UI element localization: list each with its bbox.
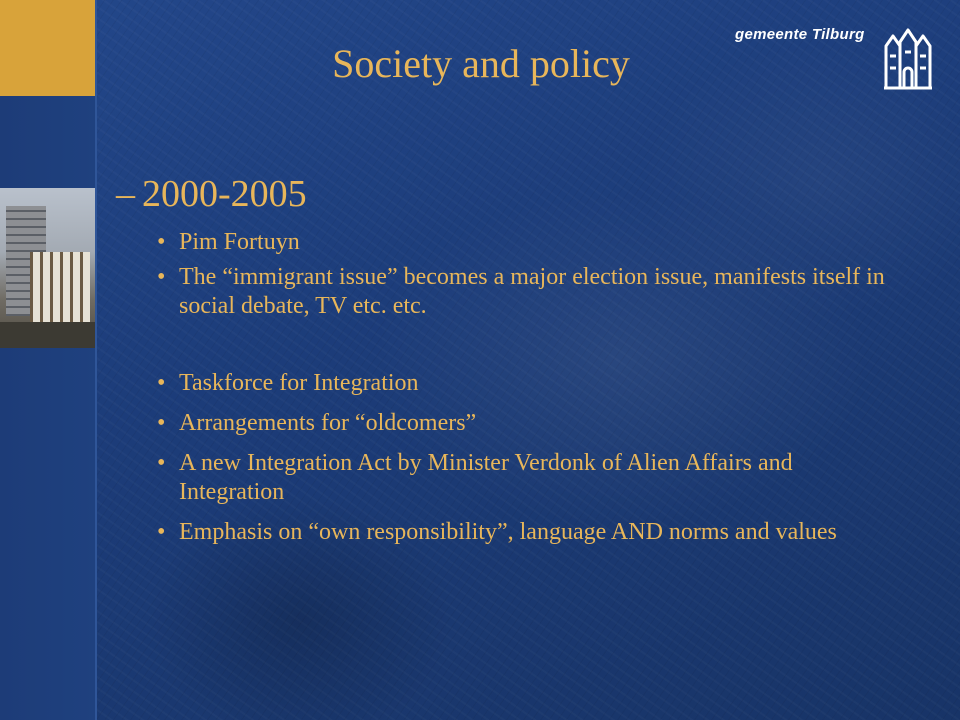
bullet-dot: • <box>157 519 166 545</box>
heading-dash: – <box>116 173 135 215</box>
period-heading <box>116 172 307 216</box>
heading-text: 2000-2005 <box>142 173 307 215</box>
bullet-item <box>157 518 897 547</box>
bullet-item <box>157 449 897 507</box>
left-sidebar-strip <box>0 0 97 720</box>
bullet-list <box>157 228 897 547</box>
building-photo <box>0 188 95 348</box>
bullet-item <box>157 228 897 257</box>
bullet-text: A new Integration Act by Minister Verdonk of Alien Affairs and Integration <box>179 450 793 505</box>
bullet-dot: • <box>157 450 166 476</box>
gold-accent-block <box>0 0 95 96</box>
photo-facade <box>30 252 90 322</box>
castle-crest-icon <box>880 24 936 92</box>
slide-title: Society and policy <box>332 41 630 86</box>
bullet-text: The “immigrant issue” becomes a major election issue, manifests itself in social debate, TV etc. etc. <box>179 264 885 319</box>
bullet-text: Arrangements for “oldcomers” <box>179 410 477 436</box>
photo-ground <box>0 322 95 348</box>
bullet-item <box>157 369 897 398</box>
bullet-dot: • <box>157 370 166 396</box>
logo-text: gemeente Tilburg <box>735 26 865 43</box>
bullet-item <box>157 263 897 321</box>
bullet-text: Pim Fortuyn <box>179 229 300 255</box>
bullet-dot: • <box>157 229 166 255</box>
bullet-text: Emphasis on “own responsibility”, language AND norms and values <box>179 519 837 545</box>
bullet-text: Taskforce for Integration <box>179 370 419 396</box>
bullet-dot: • <box>157 264 166 290</box>
bullet-dot: • <box>157 410 166 436</box>
bullet-item <box>157 409 897 438</box>
